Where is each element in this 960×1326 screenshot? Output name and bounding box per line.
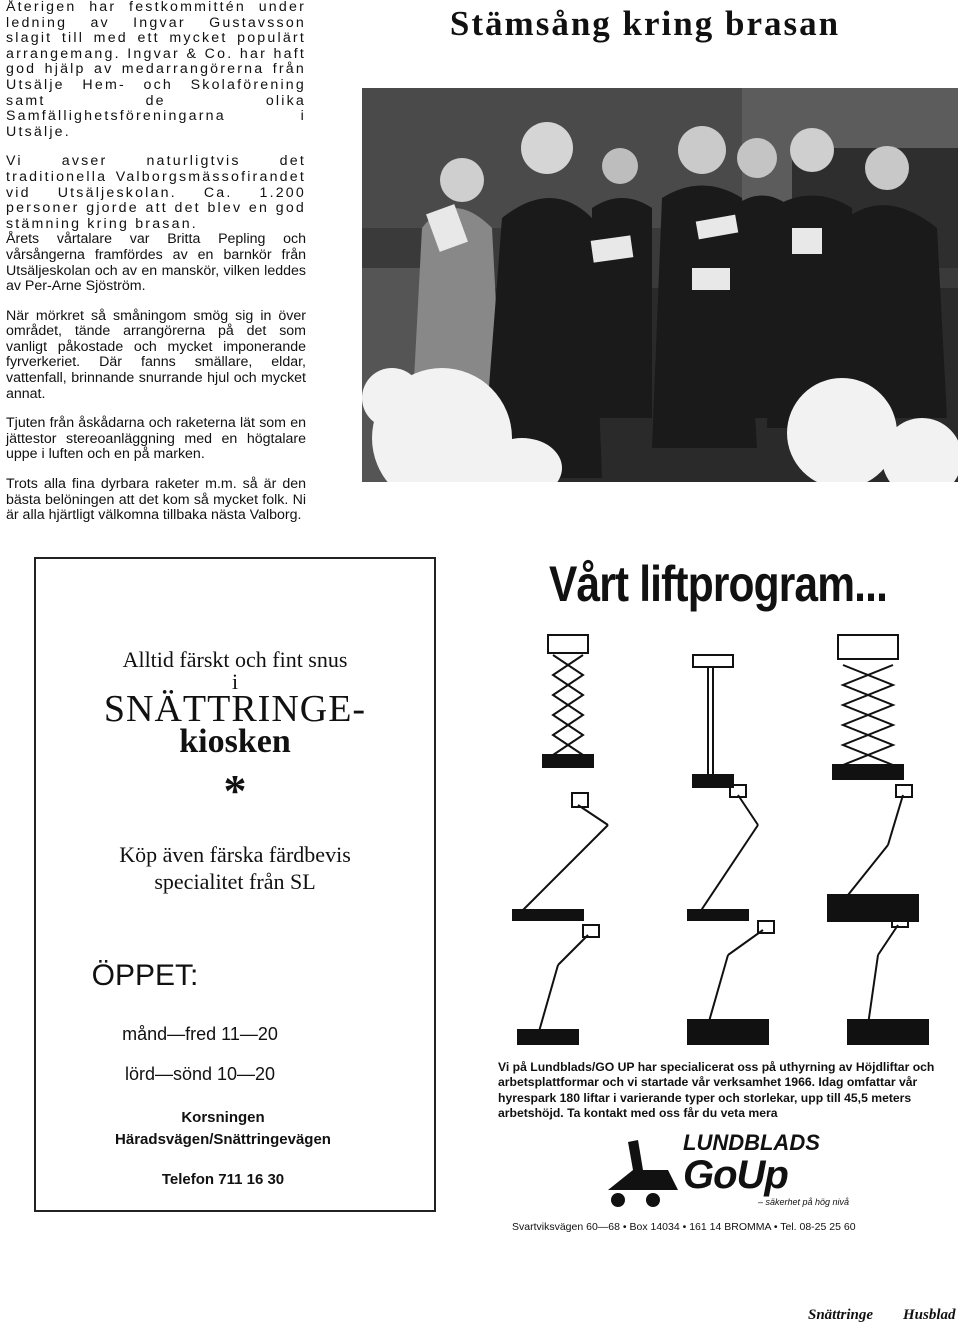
kiosk-open-label: ÖPPET: [91, 959, 199, 992]
kiosk-line-4: kiosken [179, 723, 291, 760]
article-paragraph-4: Tjuten från åskådarna och raketerna lät som en jättestor stereoanläggning med en högtalare uppe i luften och en på marken. [6, 415, 306, 463]
kiosk-line-6: specialitet från SL [154, 869, 316, 894]
article-paragraph-1: Återigen har festkommittén under ledning av Ingvar Gustavsson slagit till med ett mycket populärt arrangemang. Ingvar & Co. har haft god hjälp av medarrangörerna från Utsälje Hem- och Skolaförening samt de olika Samfällighetsföreningarna i Utsälje. [6, 0, 306, 140]
kiosk-line-1: Alltid färskt och fint snus [122, 647, 348, 672]
footer-right: Husblad [903, 1307, 956, 1323]
kiosk-place-1: Korsningen [181, 1109, 265, 1126]
lift-advertisement [488, 545, 948, 1255]
kiosk-hours-weekend: lörd—sönd 10—20 [124, 1064, 276, 1084]
lift-brand-1: LUNDBLADS [683, 1130, 820, 1155]
article-title: Stämsång kring brasan [449, 4, 841, 43]
article-paragraph-2a: Vi avser naturligtvis det traditionella Valborgsmässofirandet vid Utsäljeskolan. Ca. 1.200 personer gjorde att det blev en god stämning kring brasan. [6, 153, 306, 232]
lift-brand-2: GoUp [683, 1153, 788, 1197]
goup-logo-icon [598, 1130, 688, 1210]
article-paragraph-5: Trots alla fina dyrbara raketer m.m. så är den bästa belöningen att det kom så mycket folk. Ni är alla hjärtligt välkomna tillbaka nästa Valborg. [6, 476, 306, 524]
footer-left: Snättringe [808, 1307, 874, 1323]
kiosk-line-2: i [231, 669, 239, 694]
kiosk-line-3: SNÄTTRINGE- [103, 688, 367, 730]
article-paragraph-3: När mörkret så småningom smög sig in över området, tände arrangörerna på det som vanligt påkostade och mycket imponerande fyrverkeriet. Där fanns smällare, eldar, vattenfall, brinnande snurrande hjul och mycket annat. [6, 307, 306, 402]
choir-photo [362, 88, 958, 482]
lift-address: Svartviksvägen 60—68 • Box 14034 • 161 14 BROMMA • Tel. 08-25 25 60 [512, 1221, 856, 1233]
lift-illustrations [498, 625, 938, 1055]
kiosk-advertisement [34, 557, 436, 1212]
article-paragraph-2b: Årets vårtalare var Britta Pepling och vårsångerna framfördes av en barnkör från Utsäljeskolan och av en manskör, vilken leddes av Per-Arne Sjöström. [6, 231, 306, 295]
lift-tagline: – säkerhet på hög nivå [758, 1197, 850, 1207]
kiosk-hours-weekday: månd—fred 11—20 [122, 1024, 278, 1044]
kiosk-line-5: Köp även färska färdbevis [119, 842, 351, 867]
lift-title: Vårt liftprogram... [548, 556, 888, 612]
kiosk-phone: Telefon 711 16 30 [161, 1171, 285, 1188]
kiosk-place-2: Häradsvägen/Snättringevägen [115, 1131, 331, 1148]
choir-photo-image [362, 88, 958, 482]
article-column [6, 0, 306, 538]
lift-description: Vi på Lundblads/GO UP har specialicerat oss på uthyrning av Höjdliftar och arbetsplattformar och vi startade vår verksamhet 1966. Idag omfattar vår hyrespark 180 liftar i varierande typer och storlekar, upp till 45,5 meters arbetshöjd. Ta kontakt med oss får du veta mera [498, 1060, 935, 1121]
kiosk-star: * [223, 765, 247, 816]
